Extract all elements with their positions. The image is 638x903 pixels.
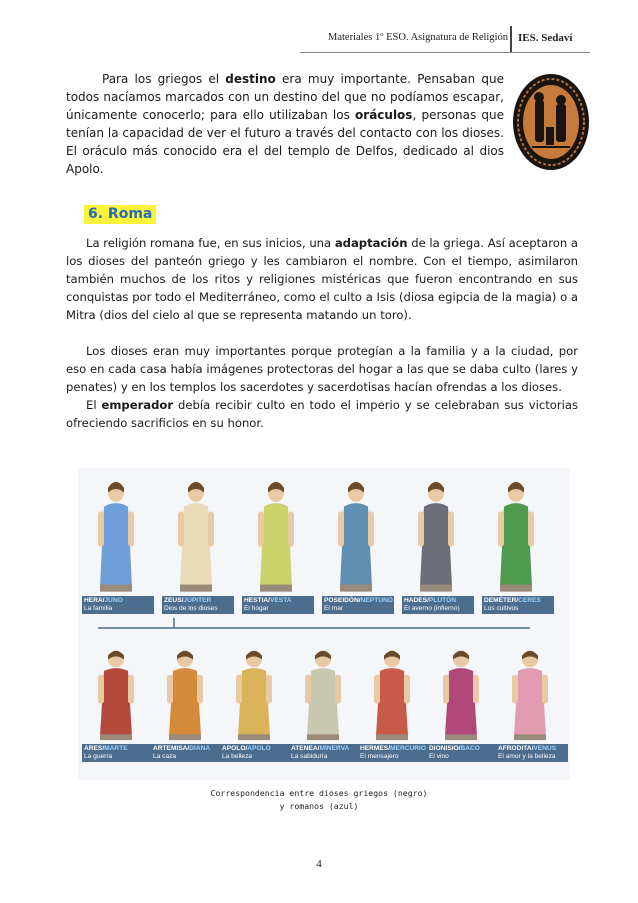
intro-paragraph bbox=[66, 70, 504, 178]
caption-line-2: y romanos (azul) bbox=[279, 801, 359, 811]
god-figure-júpiter bbox=[168, 476, 224, 594]
intro-text-1: Para los griegos el bbox=[102, 72, 226, 86]
god-domain: El averno (infierno) bbox=[404, 605, 460, 612]
greek-name: AFRODITA/ bbox=[498, 745, 534, 752]
god-name bbox=[222, 745, 290, 753]
p3-text-a: El bbox=[86, 398, 102, 412]
intro-term-oraculos: oráculos bbox=[355, 108, 413, 122]
god-name bbox=[324, 597, 392, 605]
roman-name: MERCURIO bbox=[390, 745, 426, 752]
greek-name: POSEIDÓN/ bbox=[324, 597, 361, 604]
intro-text-3: , personas que tenían la capacidad de ver el futuro a través del contacto con los dioses. El oráculo más conocido era el del templo de Delfos, dedicado al dios Apolo. bbox=[66, 108, 504, 176]
god-name bbox=[429, 745, 497, 753]
gods-correspondence-figure bbox=[78, 468, 570, 780]
p1-term-adaptacion: adaptación bbox=[334, 236, 408, 250]
greek-name: HESTIA/ bbox=[244, 597, 271, 604]
god-figure-baco bbox=[433, 646, 489, 742]
god-domain: El amor y la belleza bbox=[498, 753, 556, 760]
god-figure-minerva bbox=[295, 646, 351, 742]
god-name bbox=[498, 745, 566, 753]
header-rule bbox=[300, 52, 590, 53]
god-label-marte bbox=[82, 744, 154, 762]
figure-caption bbox=[140, 787, 498, 813]
god-name bbox=[164, 597, 232, 605]
god-domain: La caza bbox=[153, 753, 177, 760]
god-name bbox=[404, 597, 472, 605]
roman-name: APOLO bbox=[247, 745, 271, 752]
god-name bbox=[484, 597, 552, 605]
roman-name: DIANA bbox=[189, 745, 211, 752]
roman-name: BACO bbox=[460, 745, 480, 752]
greek-name: HERA/ bbox=[84, 597, 105, 604]
greek-name: ZEUS/ bbox=[164, 597, 184, 604]
paragraph-adaptation bbox=[66, 234, 578, 324]
greek-name: DEMÉTER/ bbox=[484, 597, 519, 604]
caption-line-1: Correspondencia entre dioses griegos (negro) bbox=[210, 788, 428, 798]
header-course: Materiales 1º ESO. Asignatura de Religión bbox=[328, 32, 508, 43]
god-label-neptuno bbox=[322, 596, 394, 614]
greek-name: HERMES/ bbox=[360, 745, 391, 752]
god-figure-diana bbox=[157, 646, 213, 742]
god-domain: La familia bbox=[84, 605, 113, 612]
god-name bbox=[84, 745, 152, 753]
header-divider bbox=[510, 26, 512, 52]
god-label-diana bbox=[151, 744, 223, 762]
god-figure-vesta bbox=[248, 476, 304, 594]
roman-name: MARTE bbox=[104, 745, 128, 752]
god-name bbox=[360, 745, 428, 753]
roman-name: VESTA bbox=[270, 597, 292, 604]
god-domain: La sabiduría bbox=[291, 753, 328, 760]
greek-name: DIONISIO/ bbox=[429, 745, 461, 752]
god-label-minerva bbox=[289, 744, 361, 762]
roman-name: CERES bbox=[518, 597, 541, 604]
god-label-júpiter bbox=[162, 596, 234, 614]
god-figure-plutón bbox=[408, 476, 464, 594]
god-figure-marte bbox=[88, 646, 144, 742]
god-label-ceres bbox=[482, 596, 554, 614]
p1-text-c: de la griega. Así aceptaron a los dioses del panteón griego y les cambiaron el nombre. Con el tiempo, asimilaron también muchos de los ritos y religiones mistéricas que fueron encontrando en sus conquistas por todo el Mediterráneo, como el culto a Isis (diosa egipcia de la magia) o a Mitra (dios del cielo al que se representa matando un toro). bbox=[66, 236, 578, 322]
god-name bbox=[244, 597, 312, 605]
god-domain: La belleza bbox=[222, 753, 253, 760]
roman-name: MINERVA bbox=[319, 745, 350, 752]
p3-term-emperador: emperador bbox=[101, 398, 174, 412]
god-label-plutón bbox=[402, 596, 474, 614]
greek-name: APOLO/ bbox=[222, 745, 248, 752]
paragraph-emperor bbox=[66, 396, 578, 432]
god-name bbox=[291, 745, 359, 753]
god-label-juno bbox=[82, 596, 154, 614]
god-label-apolo bbox=[220, 744, 292, 762]
god-figure-apolo bbox=[226, 646, 282, 742]
god-domain: Los cultivos bbox=[484, 605, 519, 612]
greek-vase-image bbox=[512, 72, 590, 172]
p3-text-c: debía recibir culto en todo el imperio y se celebraban sus victorias ofreciendo sacrificios en su honor. bbox=[66, 398, 579, 430]
god-label-venus bbox=[496, 744, 568, 762]
god-domain: Dios de los dioses bbox=[164, 605, 218, 612]
p1-text-a: La religión romana fue, en sus inicios, una bbox=[86, 236, 335, 250]
god-domain: El mar bbox=[324, 605, 344, 612]
roman-name: VENUS bbox=[533, 745, 557, 752]
header-school: IES. Sedaví bbox=[518, 32, 573, 44]
section-heading: 6. Roma bbox=[84, 205, 156, 224]
body-text bbox=[66, 234, 578, 432]
god-name bbox=[153, 745, 221, 753]
roman-name: PLUTÓN bbox=[428, 597, 457, 604]
paragraph-gods: Los dioses eran muy importantes porque protegían a la familia y a la ciudad, por eso en cada casa había imágenes protectoras del hogar a las que se daba culto (lares y penates) y en los templos los sacerdotes y sacerdotisas hacían ofrendas a los dioses. bbox=[66, 344, 578, 394]
intro-text-2: era muy importante. Pensaban que todos nacíamos marcados con un destino del que no podíamos escapar, únicamente conocerlo; para ello utilizaban los bbox=[66, 72, 504, 122]
roman-name: JÚPITER bbox=[183, 597, 212, 604]
roman-name: NEPTUNO bbox=[360, 597, 393, 604]
greek-name: HADES/ bbox=[404, 597, 429, 604]
greek-name: ATENEA/ bbox=[291, 745, 320, 752]
god-domain: El mensajero bbox=[360, 753, 399, 760]
page-header bbox=[300, 24, 590, 52]
intro-term-destino: destino bbox=[225, 72, 276, 86]
god-figure-ceres bbox=[488, 476, 544, 594]
god-figure-mercurio bbox=[364, 646, 420, 742]
greek-name: ARES/ bbox=[84, 745, 105, 752]
page-number: 4 bbox=[316, 858, 322, 870]
god-name bbox=[84, 597, 152, 605]
god-label-baco bbox=[427, 744, 499, 762]
god-label-mercurio bbox=[358, 744, 430, 762]
god-figure-venus bbox=[502, 646, 558, 742]
roman-name: JUNO bbox=[104, 597, 123, 604]
god-figure-juno bbox=[88, 476, 144, 594]
god-domain: La guerra bbox=[84, 753, 113, 760]
greek-name: ARTEMISA/ bbox=[153, 745, 190, 752]
god-domain: El vino bbox=[429, 753, 449, 760]
god-figure-neptuno bbox=[328, 476, 384, 594]
god-label-vesta bbox=[242, 596, 314, 614]
god-domain: El hogar bbox=[244, 605, 269, 612]
